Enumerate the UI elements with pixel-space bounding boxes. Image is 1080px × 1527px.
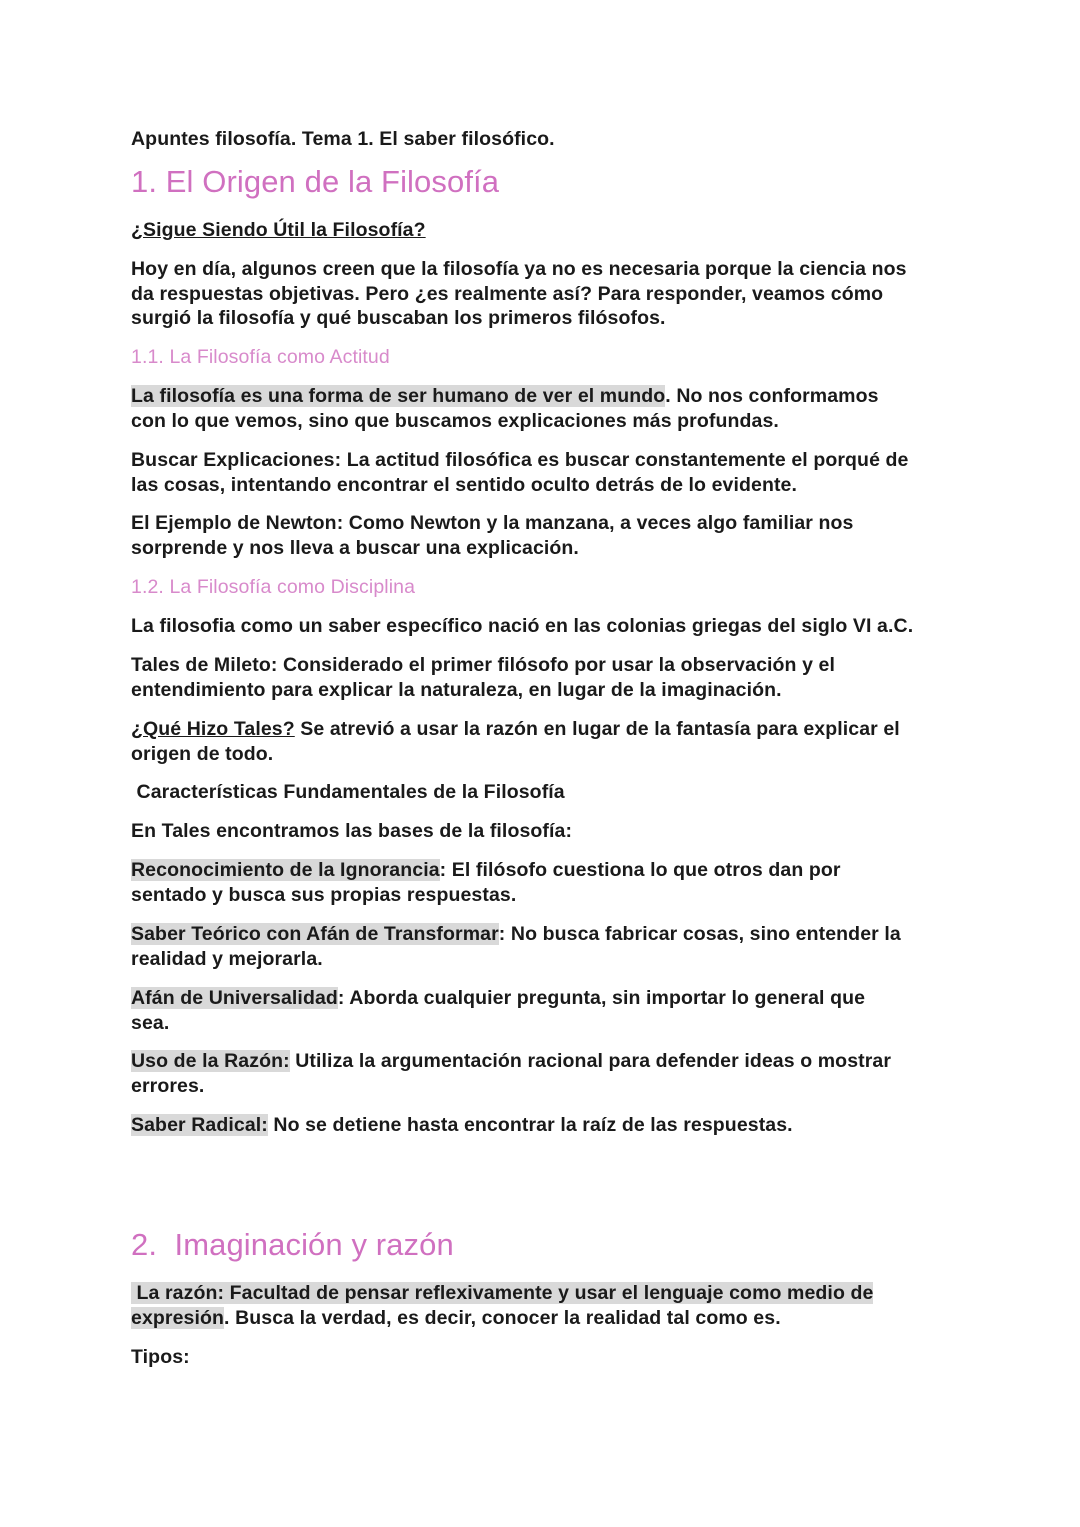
term: Saber Teórico con Afán de Transformar — [131, 923, 499, 945]
paragraph — [131, 511, 853, 560]
paragraph-text: Tales de Mileto: Considerado el primer filósofo por usar la observación y el entendimiento para explicar la naturaleza, en lugar de la imaginación. — [131, 654, 835, 701]
paragraph-text: . Busca la verdad, es decir, conocer la realidad tal como es. — [224, 1306, 781, 1329]
characteristics-intro: En Tales encontramos las bases de la filosofía: — [131, 820, 573, 842]
paragraph-text: La filosofia como un saber específico nació en las colonias griegas del siglo VI a.C. — [131, 615, 914, 637]
paragraph-text: Se atrevió a usar la razón en lugar de la fantasía para explicar el origen de todo. — [131, 718, 900, 765]
paragraph-text: El Ejemplo de Newton: Como Newton y la manzana, a veces algo familiar nos sorprende y nos lleva a buscar una explicación. — [131, 512, 854, 559]
term: Afán de Universalidad — [131, 987, 338, 1009]
definition: No se detiene hasta encontrar la raíz de las respuestas. — [267, 1114, 793, 1136]
intro-text: Hoy en día, algunos creen que la filosofía ya no es necesaria porque la ciencia nos da respuestas objetivas. Pero ¿es realmente así? Para responder, veamos cómo surgió la filosofía y qué buscaban los primeros filósofos. — [131, 258, 907, 329]
intro-paragraph — [131, 257, 907, 331]
term: Reconocimiento de la Ignorancia — [131, 859, 440, 881]
definition: : No busca fabricar cosas, sino entender la realidad y mejorarla. — [131, 923, 901, 970]
highlighted-text: La razón: Facultad de pensar reflexivamente y usar el lenguaje como medio de — [131, 1282, 874, 1304]
term: Saber Radical: — [131, 1114, 268, 1136]
section-2-heading: 2. Imaginación y razón — [131, 1227, 454, 1262]
list-item — [131, 922, 901, 971]
subsection-1-2-heading: 1.2. La Filosofía como Disciplina — [131, 576, 416, 598]
paragraph — [131, 717, 900, 766]
types-label: Tipos: — [131, 1346, 190, 1368]
list-item — [131, 1113, 793, 1138]
list-item — [131, 986, 865, 1035]
definition: Utiliza la argumentación racional para defender ideas o mostrar errores. — [131, 1050, 892, 1097]
paragraph — [131, 384, 879, 433]
paragraph — [131, 1281, 873, 1330]
subsection-1-1-heading: 1.1. La Filosofía como Actitud — [131, 346, 390, 368]
document-title: Apuntes filosofía. Tema 1. El saber filosófico. — [131, 128, 555, 150]
paragraph-text: . No nos conformamos con lo que vemos, sino que buscamos explicaciones más profundas. — [131, 385, 879, 432]
highlighted-text: La filosofía es una forma de ser humano de ver el mundo — [131, 385, 666, 407]
list-item — [131, 1049, 891, 1098]
characteristics-heading: Características Fundamentales de la Filosofía — [131, 781, 565, 803]
underlined-text: ¿Qué Hizo Tales? — [131, 718, 295, 740]
definition: : Aborda cualquier pregunta, sin importar lo general que sea. — [131, 987, 866, 1034]
question-heading: ¿Sigue Siendo Útil la Filosofía? — [131, 219, 426, 241]
paragraph — [131, 614, 913, 639]
definition: : El filósofo cuestiona lo que otros dan por sentado y busca sus propias respuestas. — [131, 859, 841, 906]
paragraph — [131, 448, 909, 497]
list-item — [131, 858, 841, 907]
paragraph-text: Buscar Explicaciones: La actitud filosófica es buscar constantemente el porqué de las cosas, intentando encontrar el sentido oculto detrás de lo evidente. — [131, 449, 909, 496]
term: Uso de la Razón: — [131, 1050, 290, 1072]
highlighted-text: expresión — [131, 1306, 225, 1329]
section-1-heading: 1. El Origen de la Filosofía — [131, 164, 500, 199]
paragraph — [131, 653, 835, 702]
